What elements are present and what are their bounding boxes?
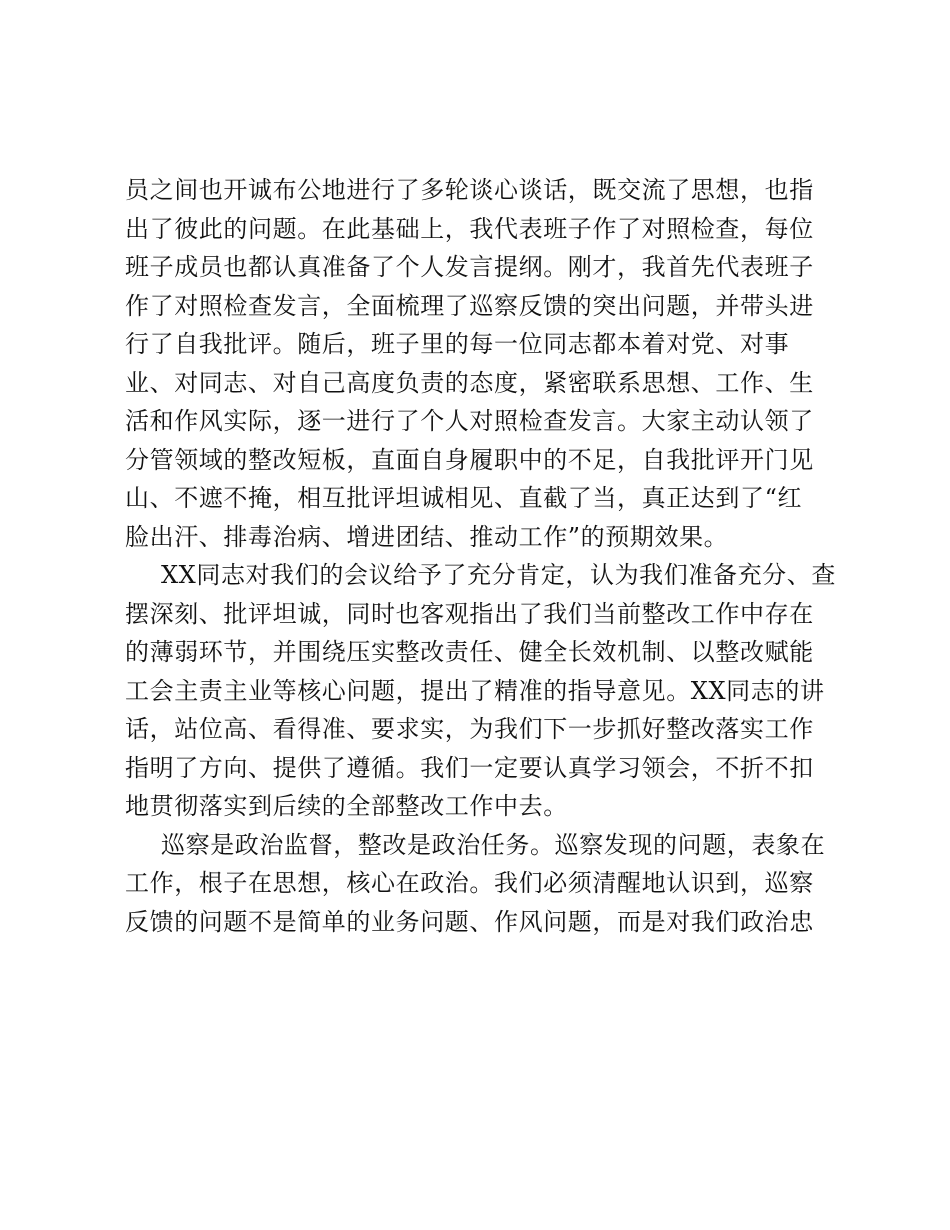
text-line: 反馈的问题不是简单的业务问题、作风问题，而是对我们政治忠 (125, 907, 814, 936)
text-line: 作了对照检查发言，全面梳理了巡察反馈的突出问题，并带头进 (125, 291, 814, 320)
text-line: 地贯彻落实到后续的全部整改工作中去。 (125, 792, 568, 820)
text-line: 分管领域的整改短板，直面自身履职中的不足，自我批评开门见 (125, 445, 814, 474)
text-line: 脸出汗、排毒治病、增进团结、推动工作”的预期效果。 (125, 522, 729, 551)
text-line: 山、不遮不掩，相互批评坦诚相见、直截了当，真正达到了“红 (125, 484, 803, 512)
text-line: 班子成员也都认真准备了个人发言提纲。刚才，我首先代表班子 (125, 253, 814, 281)
text-line: XX同志对我们的会议给予了充分肯定，认为我们准备充分、查 (161, 561, 836, 589)
text-line: 摆深刻、批评坦诚，同时也客观指出了我们当前整改工作中存在 (125, 599, 814, 628)
text-line: 工会主责主业等核心问题，提出了精准的指导意见。XX同志的讲 (125, 676, 825, 705)
text-line: 活和作风实际，逐一进行了个人对照检查发言。大家主动认领了 (125, 407, 814, 435)
text-line: 巡察是政治监督，整改是政治任务。巡察发现的问题，表象在 (161, 830, 826, 859)
text-line: 话，站位高、看得准、要求实，为我们下一步抓好整改落实工作 (125, 715, 814, 743)
text-line: 指明了方向、提供了遵循。我们一定要认真学习领会，不折不扣 (125, 753, 814, 782)
text-line: 出了彼此的问题。在此基础上，我代表班子作了对照检查，每位 (125, 214, 814, 243)
text-line: 业、对同志、对自己高度负责的态度，紧密联系思想、工作、生 (125, 368, 814, 397)
text-line: 员之间也开诚布公地进行了多轮谈心谈话，既交流了思想，也指 (125, 176, 814, 204)
text-line: 行了自我批评。随后，班子里的每一位同志都本着对党、对事 (125, 330, 790, 358)
text-line: 工作，根子在思想，核心在政治。我们必须清醒地认识到，巡察 (125, 869, 814, 897)
document-body (125, 171, 845, 941)
text-line: 的薄弱环节，并围绕压实整改责任、健全长效机制、以整改赋能 (125, 638, 814, 666)
